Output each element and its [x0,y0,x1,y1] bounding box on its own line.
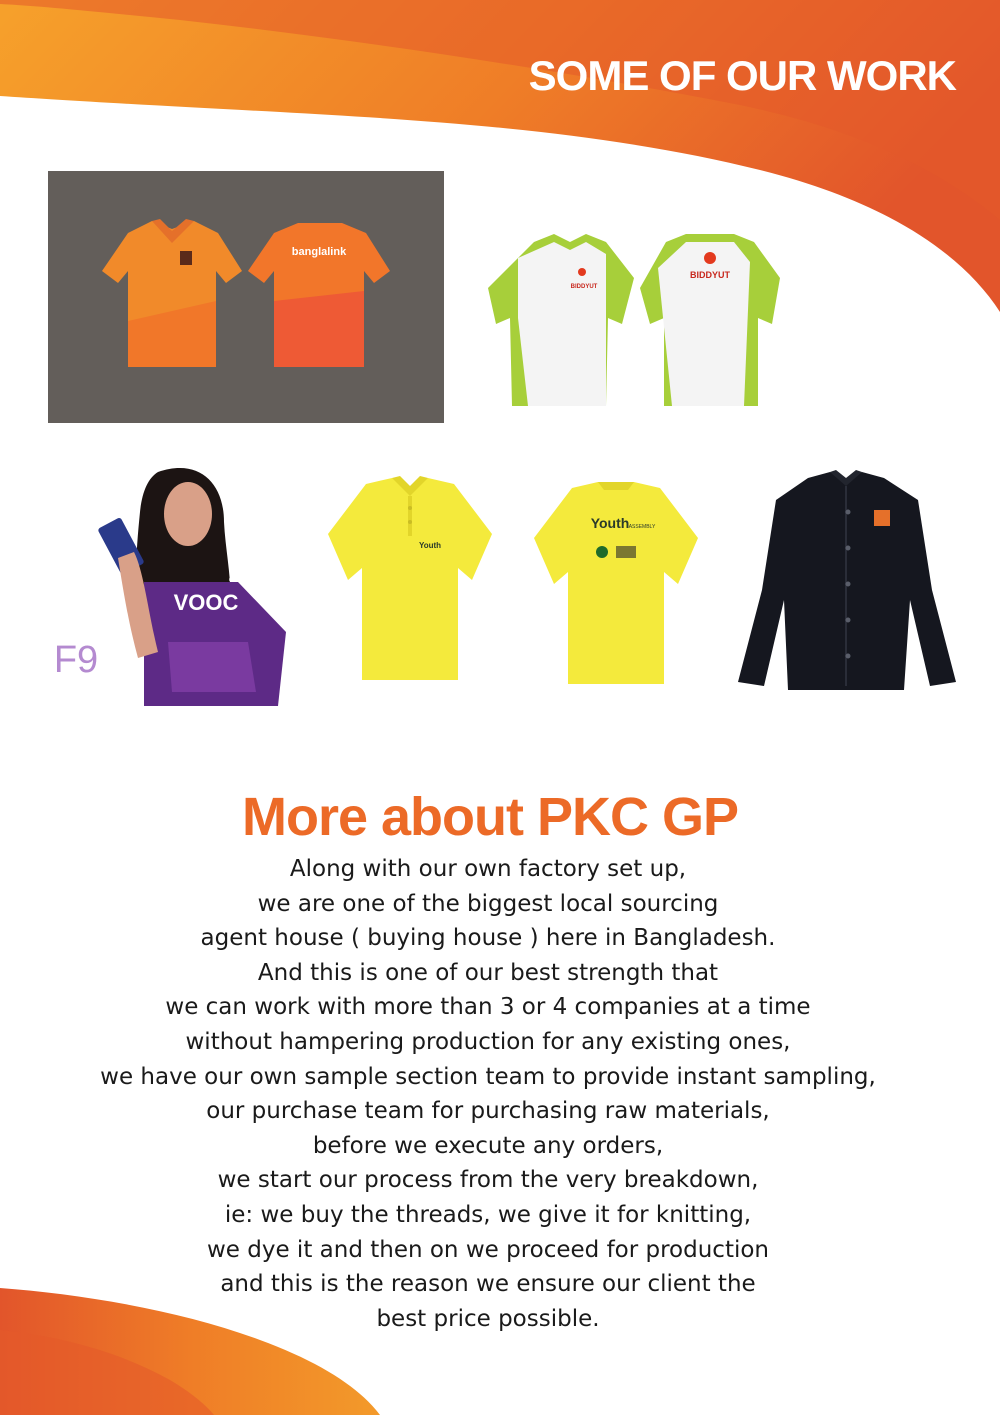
photo-yellow-polo-youth-assembly [528,478,704,688]
about-line: our purchase team for purchasing raw materials, [206,1098,770,1125]
about-line: and this is the reason we ensure our client the [220,1271,756,1298]
photo-bidyut-white-green-polo [488,228,784,410]
oppo-brand-text: OPPO F9 [228,577,260,584]
photo-yellow-polo-front [322,474,498,684]
banglalink-logo-text: banglalink [291,246,347,258]
oppo-chest-text: VOOC [173,590,239,615]
youth-assembly-logo-text: Youth [590,515,630,531]
about-line: before we execute any orders, [312,1132,664,1159]
footer-wave-decoration [0,1270,1000,1415]
about-body-text [0,852,976,1336]
about-line: best price possible. [376,1305,600,1332]
page-header-title: SOME OF OUR WORK [528,52,956,99]
about-line: we are one of the biggest local sourcing [257,890,719,917]
youth-assembly-sub-text: ASSEMBLY [628,524,656,530]
about-line: we can work with more than 3 or 4 companies at a time [165,994,811,1021]
about-line: ie: we buy the threads, we give it for knitting, [224,1201,752,1228]
about-section-title: More about PKC GP [241,787,739,847]
about-line: agent house ( buying house ) here in Bangladesh. [200,925,776,952]
about-line: And this is one of our best strength that [257,959,719,986]
oppo-model-text: F9 [53,639,99,681]
about-line: we dye it and then on we proceed for production [206,1236,770,1263]
about-line: we have our own sample section team to provide instant sampling, [100,1063,876,1090]
photo-banglalink-orange-polo [48,171,444,423]
bidyut-front-logo-text: BIDDYUT [570,284,598,290]
about-line: without hampering production for any existing ones, [185,1028,791,1055]
about-line: we start our process from the very breakdown, [217,1167,759,1194]
photo-oppo-f9-promo-tshirt [48,462,296,706]
youth-front-logo-text: Youth [418,541,442,550]
photo-black-button-down-shirt [734,470,960,694]
about-line: Along with our own factory set up, [289,856,687,882]
bidyut-back-logo-text: BIDDYUT [690,270,730,280]
